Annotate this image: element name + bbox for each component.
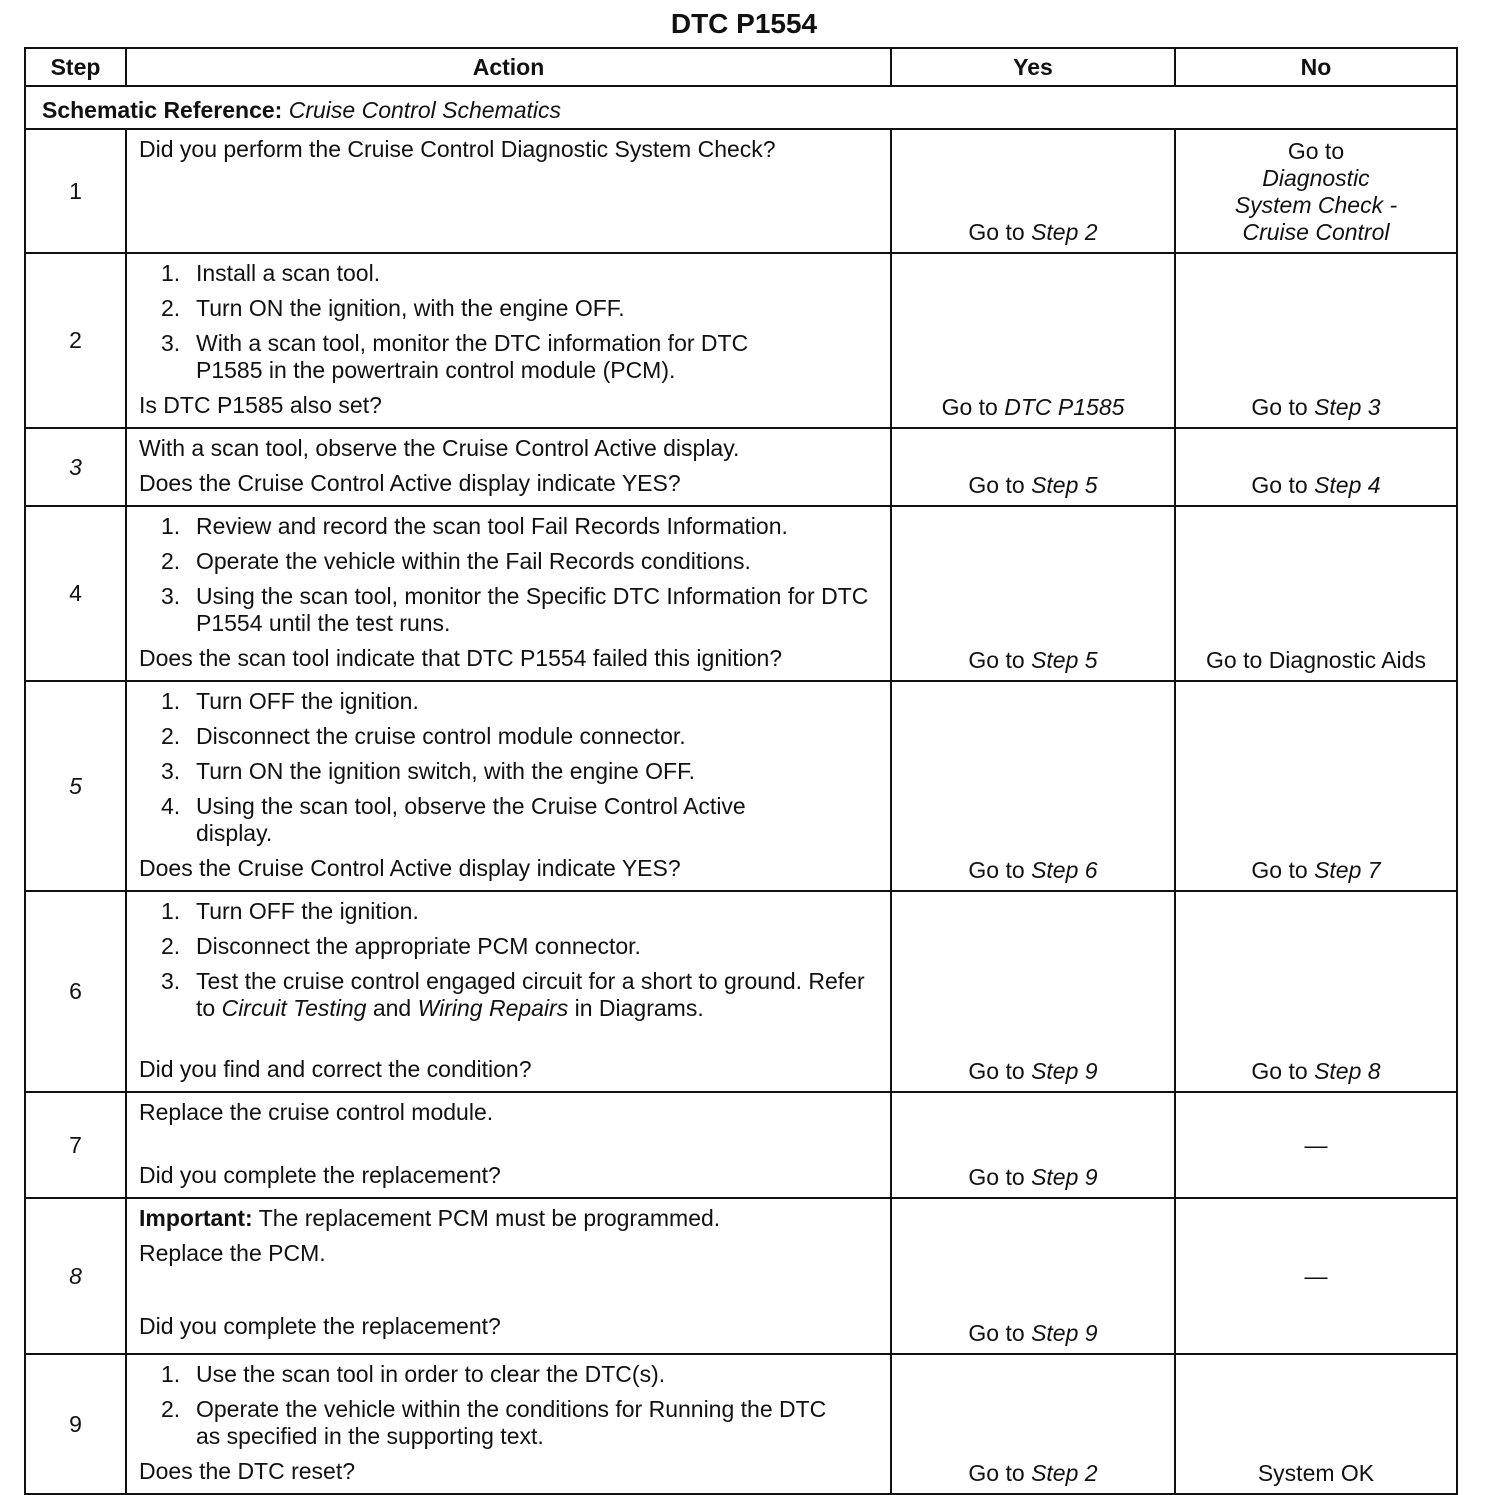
yes-cell: Go to Step 5 bbox=[891, 428, 1175, 506]
action-list bbox=[139, 1361, 882, 1450]
yes-cell: Go to Step 9 bbox=[891, 1092, 1175, 1198]
important-label: Important: bbox=[139, 1205, 253, 1231]
table-row bbox=[25, 428, 1457, 506]
question-text: Did you find and correct the condition? bbox=[139, 1056, 532, 1082]
yes-prefix: Go to bbox=[968, 219, 1025, 245]
yes-cell: Go to Step 9 bbox=[891, 891, 1175, 1092]
list-item: 2. Disconnect the appropriate PCM connector. bbox=[161, 933, 641, 959]
table-row bbox=[25, 129, 1457, 253]
yes-link[interactable]: Step 9 bbox=[1031, 1058, 1098, 1084]
header-row bbox=[25, 48, 1457, 86]
yes-link[interactable]: DTC P1585 bbox=[1004, 394, 1125, 420]
list-item: 1. Turn OFF the ignition. bbox=[161, 898, 419, 924]
action-cell bbox=[126, 253, 891, 428]
action-cell bbox=[126, 681, 891, 891]
action-cell bbox=[126, 1198, 891, 1354]
question-text: Does the scan tool indicate that DTC P1554 failed this ignition? bbox=[139, 645, 783, 671]
yes-cell: Go to Step 6 bbox=[891, 681, 1175, 891]
action-text: Replace the PCM. bbox=[139, 1240, 326, 1266]
no-link[interactable]: Step 8 bbox=[1314, 1058, 1381, 1084]
question-text: Did you complete the replacement? bbox=[139, 1313, 501, 1339]
action-list bbox=[139, 898, 882, 1022]
action-text: Replace the cruise control module. bbox=[139, 1099, 494, 1125]
no-link[interactable]: Step 3 bbox=[1314, 394, 1381, 420]
question-text: Is DTC P1585 also set? bbox=[139, 392, 382, 418]
action-cell bbox=[126, 1354, 891, 1494]
no-link[interactable]: Go to Diagnostic Aids bbox=[1206, 647, 1426, 673]
no-cell: Go to Step 7 bbox=[1175, 681, 1457, 891]
list-item: 2. Operate the vehicle within the Fail Records conditions. bbox=[161, 548, 751, 574]
table-row bbox=[25, 681, 1457, 891]
yes-cell: Go to Step 5 bbox=[891, 506, 1175, 681]
list-item: 3. Test the cruise control engaged circuit for a short to ground. Refer to Circuit Testing and Wiring Repairs in Diagrams. bbox=[161, 968, 865, 1021]
yes-link[interactable]: Step 5 bbox=[1031, 647, 1098, 673]
question-text: Does the Cruise Control Active display indicate YES? bbox=[139, 855, 681, 881]
no-cell bbox=[1175, 1092, 1457, 1198]
yes-link[interactable]: Step 5 bbox=[1031, 472, 1098, 498]
no-link[interactable]: Step 7 bbox=[1314, 857, 1381, 883]
yes-link[interactable]: Step 2 bbox=[1031, 1460, 1098, 1486]
table-row bbox=[25, 253, 1457, 428]
question-text: Did you complete the replacement? bbox=[139, 1162, 501, 1188]
header-no: No bbox=[1175, 48, 1457, 86]
no-link[interactable]: Diagnostic System Check - Cruise Control bbox=[1234, 165, 1398, 245]
no-result: System OK bbox=[1257, 1460, 1375, 1486]
yes-cell bbox=[891, 129, 1175, 253]
no-cell bbox=[1175, 129, 1457, 253]
no-cell bbox=[1175, 506, 1457, 681]
yes-cell: Go to Step 2 bbox=[891, 1354, 1175, 1494]
step-number: 3 bbox=[25, 428, 126, 506]
table-row bbox=[25, 891, 1457, 1092]
list-item: 1. Review and record the scan tool Fail Records Information. bbox=[161, 513, 788, 539]
question-text: Did you perform the Cruise Control Diagnostic System Check? bbox=[139, 136, 776, 162]
header-action: Action bbox=[126, 48, 891, 86]
list-item: 2. Operate the vehicle within the conditions for Running the DTC as specified in the supporting text. bbox=[161, 1396, 827, 1449]
important-note: Important: The replacement PCM must be programmed. bbox=[139, 1205, 721, 1231]
step-number: 4 bbox=[25, 506, 126, 681]
table-row bbox=[25, 1354, 1457, 1494]
step-number: 1 bbox=[25, 129, 126, 253]
action-list bbox=[139, 688, 882, 847]
list-item: 1. Install a scan tool. bbox=[161, 260, 381, 286]
list-item: 1. Use the scan tool in order to clear the DTC(s). bbox=[161, 1361, 666, 1387]
no-cell: Go to Step 4 bbox=[1175, 428, 1457, 506]
schematic-reference bbox=[25, 86, 1457, 129]
table-row bbox=[25, 506, 1457, 681]
schematic-label: Schematic Reference: bbox=[42, 96, 283, 123]
action-cell bbox=[126, 1092, 891, 1198]
no-prefix: Go to bbox=[1287, 138, 1345, 164]
step-number: 8 bbox=[25, 1198, 126, 1354]
no-cell: Go to Step 3 bbox=[1175, 253, 1457, 428]
action-cell bbox=[126, 891, 891, 1092]
table-row bbox=[25, 1198, 1457, 1354]
header-yes: Yes bbox=[891, 48, 1175, 86]
action-cell bbox=[126, 428, 891, 506]
no-link[interactable]: Step 4 bbox=[1314, 472, 1381, 498]
step-number: 2 bbox=[25, 253, 126, 428]
diagnostic-table bbox=[24, 47, 1458, 1495]
yes-link[interactable]: Step 9 bbox=[1031, 1320, 1098, 1346]
no-cell bbox=[1175, 1354, 1457, 1494]
schematic-row bbox=[25, 86, 1457, 129]
action-cell bbox=[126, 506, 891, 681]
header-step: Step bbox=[25, 48, 126, 86]
question-text: Does the Cruise Control Active display indicate YES? bbox=[139, 470, 681, 496]
schematic-value: Cruise Control Schematics bbox=[288, 96, 561, 123]
page-title: DTC P1554 bbox=[670, 8, 818, 39]
step-number: 7 bbox=[25, 1092, 126, 1198]
question-text: Does the DTC reset? bbox=[139, 1458, 356, 1484]
no-dash: — bbox=[1304, 1131, 1328, 1158]
yes-cell: Go to DTC P1585 bbox=[891, 253, 1175, 428]
step-number: 6 bbox=[25, 891, 126, 1092]
action-cell bbox=[126, 129, 891, 253]
yes-link[interactable]: Step 2 bbox=[1031, 219, 1098, 245]
action-list bbox=[139, 513, 882, 637]
list-item: 4. Using the scan tool, observe the Cruise Control Active display. bbox=[161, 793, 746, 846]
list-item: 2. Disconnect the cruise control module connector. bbox=[161, 723, 686, 749]
yes-link[interactable]: Step 6 bbox=[1031, 857, 1098, 883]
action-list bbox=[139, 260, 882, 384]
no-dash: — bbox=[1304, 1262, 1328, 1289]
list-item: 3. Turn ON the ignition switch, with the engine OFF. bbox=[161, 758, 695, 784]
table-row bbox=[25, 1092, 1457, 1198]
no-cell bbox=[1175, 1198, 1457, 1354]
step-number: 9 bbox=[25, 1354, 126, 1494]
list-item: 3. With a scan tool, monitor the DTC information for DTC P1585 in the powertrain control module (PCM). bbox=[161, 330, 749, 383]
action-text: With a scan tool, observe the Cruise Control Active display. bbox=[139, 435, 740, 461]
list-item: 3. Using the scan tool, monitor the Specific DTC Information for DTC P1554 until the test runs. bbox=[161, 583, 869, 636]
no-cell: Go to Step 8 bbox=[1175, 891, 1457, 1092]
yes-link[interactable]: Step 9 bbox=[1031, 1164, 1098, 1190]
step-number: 5 bbox=[25, 681, 126, 891]
list-item: 2. Turn ON the ignition, with the engine OFF. bbox=[161, 295, 625, 321]
list-item: 1. Turn OFF the ignition. bbox=[161, 688, 419, 714]
yes-cell: Go to Step 9 bbox=[891, 1198, 1175, 1354]
